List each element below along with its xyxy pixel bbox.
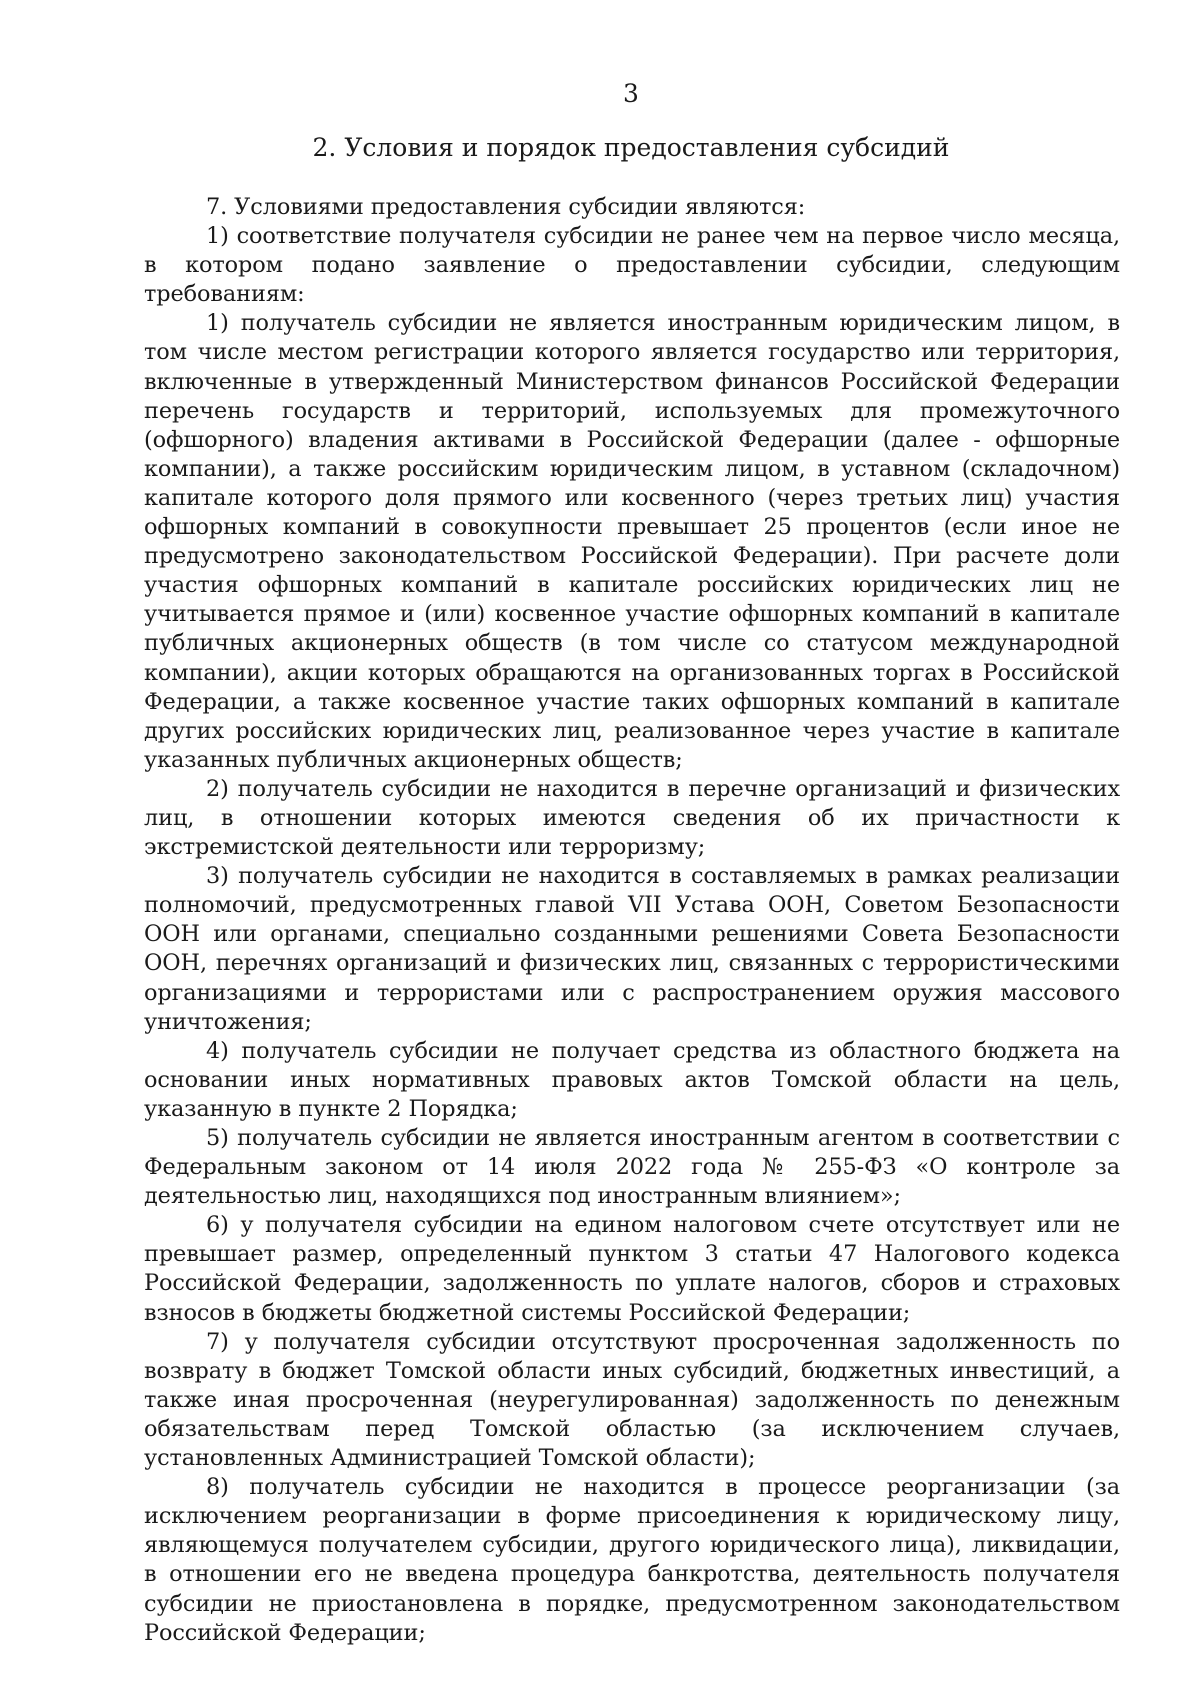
paragraph-condition-1: 1) соответствие получателя субсидии не ранее чем на первое число месяца, в котором подано заявление о предоставлении субсидии, следующим требованиям:	[144, 223, 1120, 308]
paragraph-requirement-3: 3) получатель субсидии не находится в составляемых в рамках реализации полномочий, предусмотренных главой VII Устава ООН, Советом Безопасности ООН или органами, специально созданными решениями Совета Безопасности ООН, перечнях организаций и физических лиц, связанных с террористическими организациями и террористами или с распространением оружия массового уничтожения;	[144, 863, 1120, 1035]
paragraph-requirement-5: 5) получатель субсидии не является иностранным агентом в соответствии с Федеральным законом от 14 июля 2022 года № 255-ФЗ «О контроле за деятельностью лиц, находящихся под иностранным влиянием»;	[144, 1125, 1120, 1210]
paragraph-requirement-8: 8) получатель субсидии не находится в процессе реорганизации (за исключением реорганизации в форме присоединения к юридическому лицу, являющемуся получателем субсидии, другого юридического лица), ликвидации, в отношении его не введена процедура банкротства, деятельность получателя субсидии не приостановлена в порядке, предусмотренном законодательством Российской Федерации;	[144, 1474, 1120, 1646]
paragraph-requirement-1: 1) получатель субсидии не является иностранным юридическим лицом, в том числе местом регистрации которого является государство или территория, включенные в утвержденный Министерством финансов Российской Федерации перечень государств и территорий, используемых для промежуточного (офшорного) владения активами в Российской Федерации (далее - офшорные компании), а также российским юридическим лицом, в уставном (складочном) капитале которого доля прямого или косвенного (через третьих лиц) участия офшорных компаний в совокупности превышает 25 процентов (если иное не предусмотрено законодательством Российской Федерации). При расчете доли участия офшорных компаний в капитале российских юридических лиц не учитывается прямое и (или) косвенное участие офшорных компаний в капитале публичных акционерных обществ (в том числе со статусом международной компании), акции которых обращаются на организованных торгах в Российской Федерации, а также косвенное участие таких офшорных компаний в капитале других российских юридических лиц, реализованное через участие в капитале указанных публичных акционерных обществ;	[144, 310, 1120, 773]
paragraph-clause-7: 7. Условиями предоставления субсидии являются:	[206, 194, 806, 220]
page-number: 3	[623, 79, 639, 108]
paragraph-requirement-4: 4) получатель субсидии не получает средства из областного бюджета на основании иных нормативных правовых актов Томской области на цель, указанную в пункте 2 Порядка;	[144, 1037, 1120, 1122]
paragraph-requirement-7: 7) у получателя субсидии отсутствуют просроченная задолженность по возврату в бюджет Томской области иных субсидий, бюджетных инвестиций, а также иная просроченная (неурегулированная) задолженность по денежным обязательствам перед Томской областью (за исключением случаев, установленных Администрацией Томской области);	[144, 1328, 1120, 1472]
paragraph-requirement-2: 2) получатель субсидии не находится в перечне организаций и физических лиц, в отношении которых имеются сведения об их причастности к экстремистской деятельности или терроризму;	[144, 775, 1120, 861]
section-title: 2. Условия и порядок предоставления субсидий	[312, 133, 950, 162]
body-text	[144, 193, 1120, 1648]
paragraph-requirement-6: 6) у получателя субсидии на едином налоговом счете отсутствует или не превышает размер, определенный пунктом 3 статьи 47 Налогового кодекса Российской Федерации, задолженность по уплате налогов, сборов и страховых взносов в бюджеты бюджетной системы Российской Федерации;	[144, 1212, 1120, 1326]
